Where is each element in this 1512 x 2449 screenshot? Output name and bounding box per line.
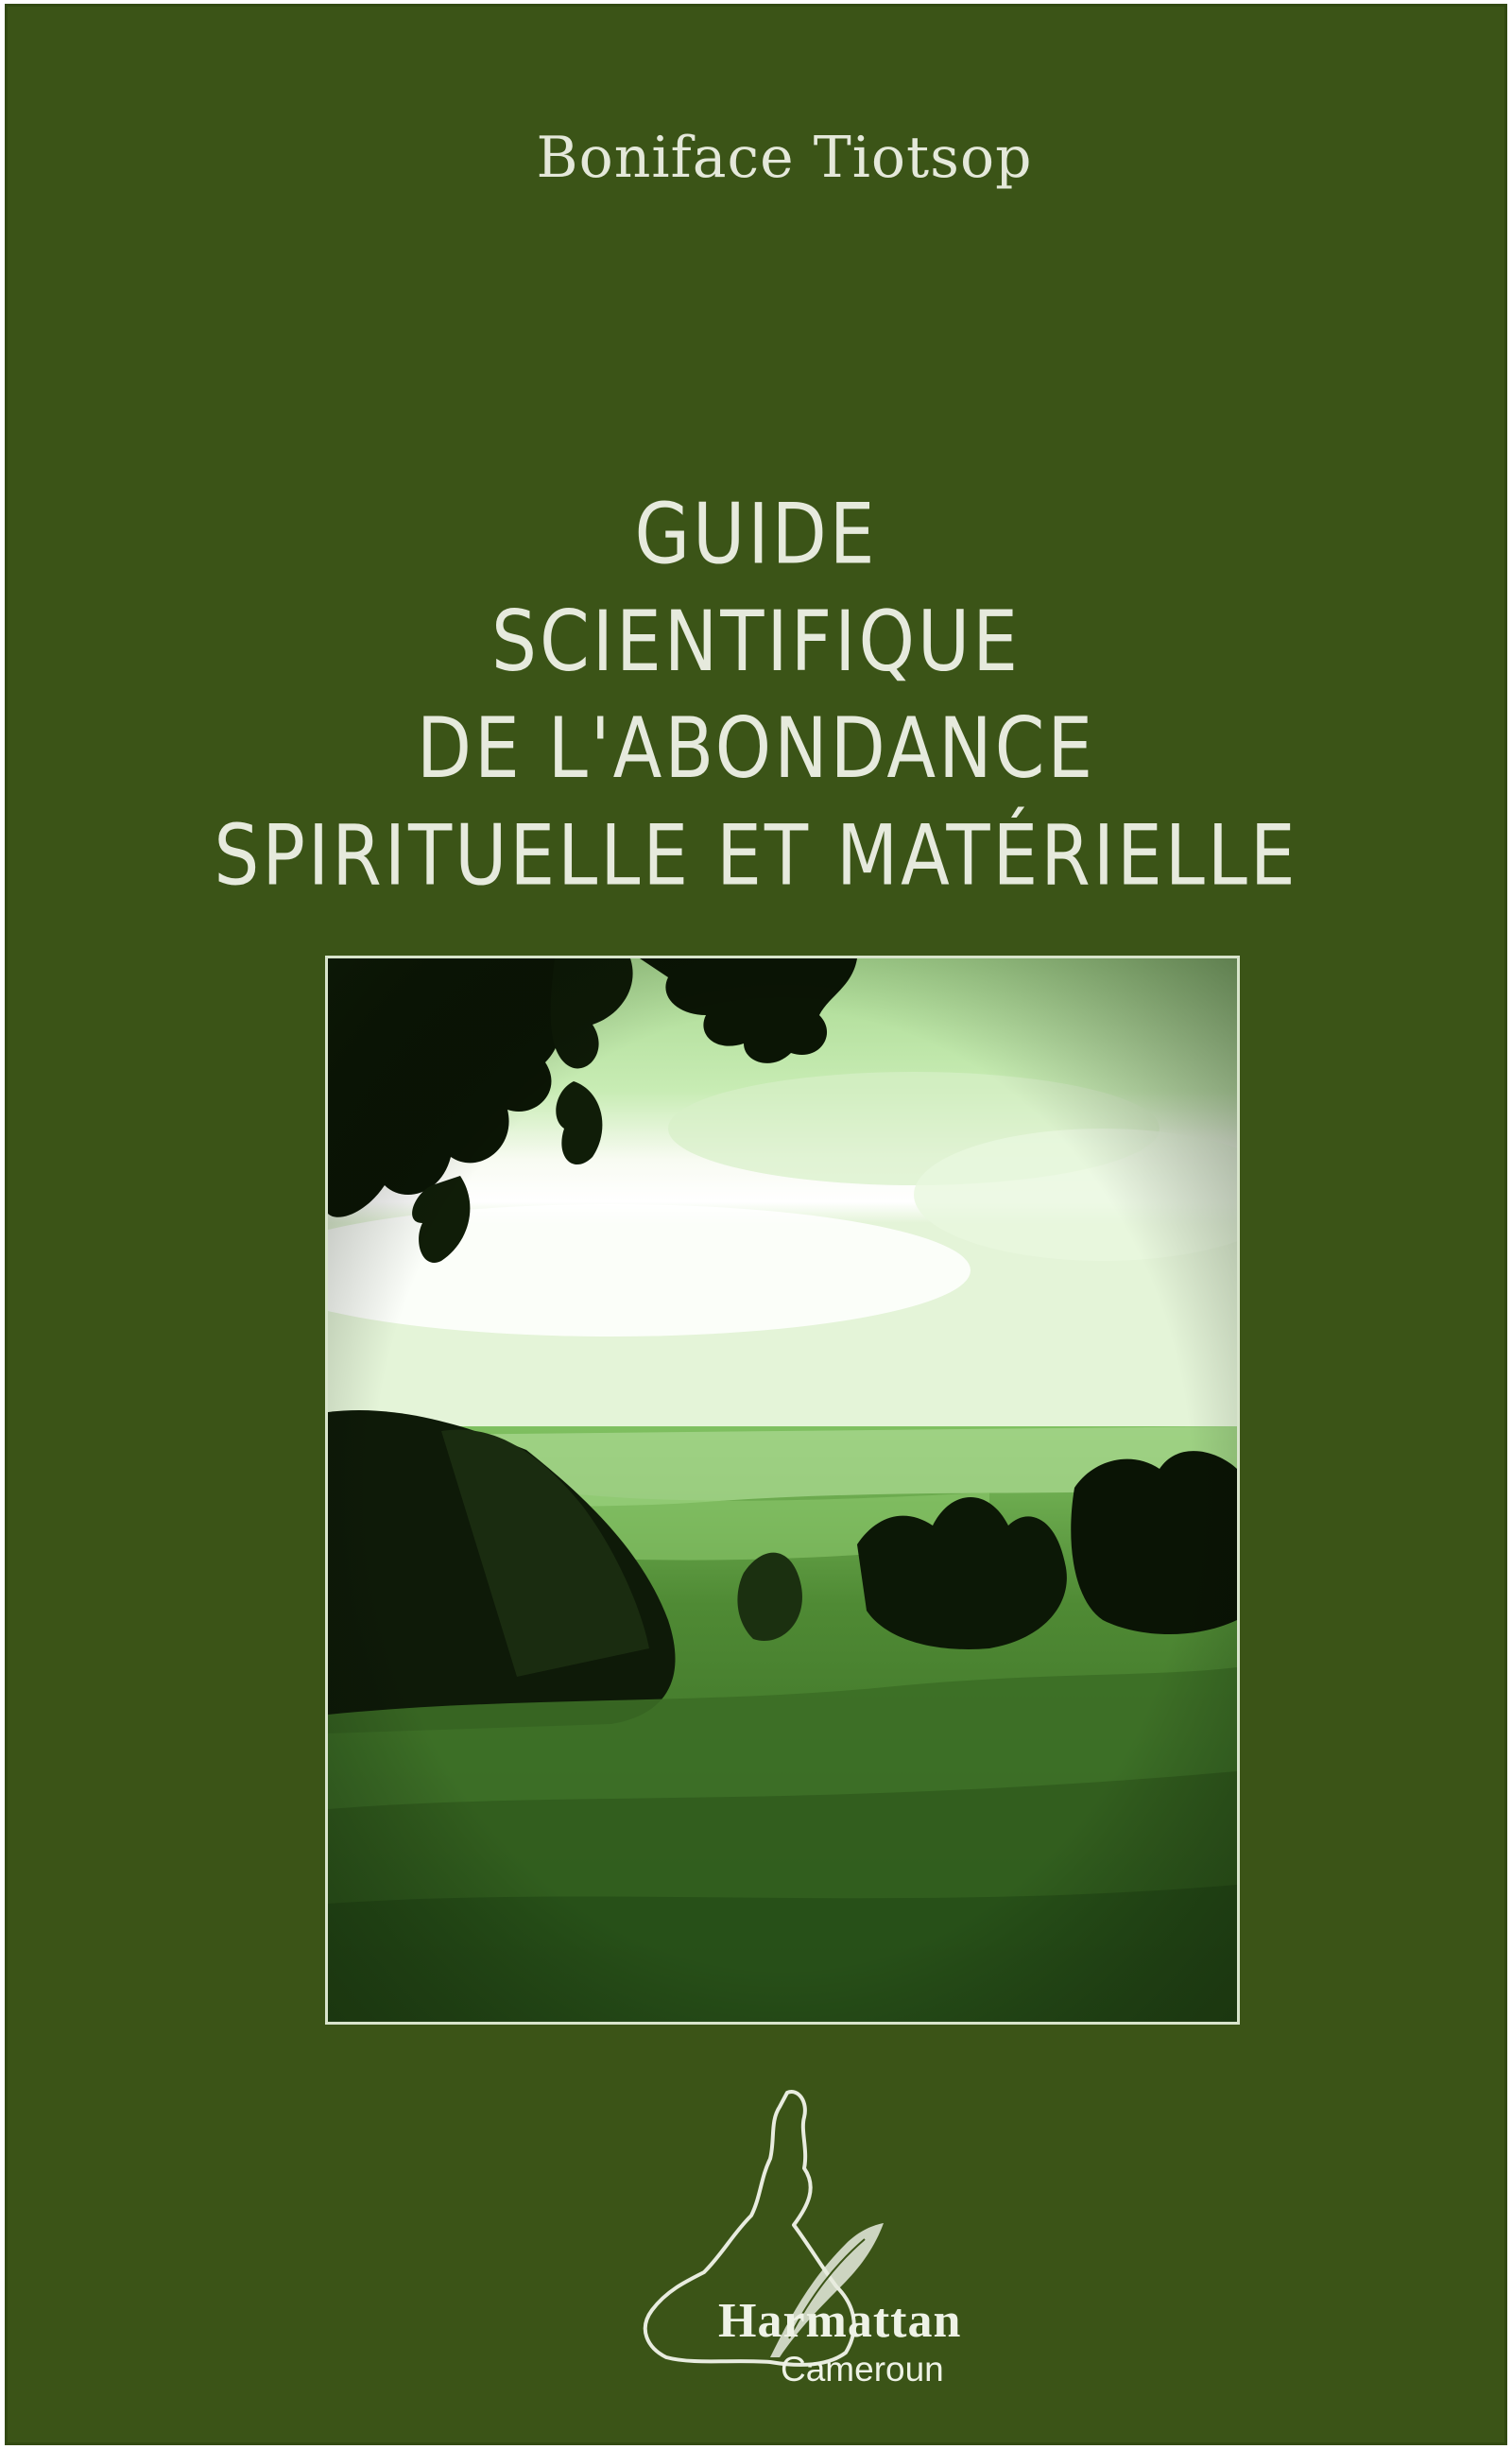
publisher-country: Cameroun (781, 2350, 944, 2389)
title-line-3: DE L'ABONDANCE (416, 699, 1096, 798)
author-name: Boniface Tiotsop (536, 125, 1033, 191)
title-line-1: GUIDE (634, 485, 878, 583)
title-line-2: SCIENTIFIQUE (490, 592, 1021, 690)
publisher-logo (619, 2083, 1016, 2405)
book-cover (5, 4, 1507, 2445)
publisher-name: Harmattan (718, 2294, 962, 2348)
title-line-4: SPIRITUELLE ET MATÉRIELLE (214, 806, 1298, 905)
landscape-photo (328, 958, 1237, 2022)
book-title (5, 480, 1507, 909)
cover-photo (325, 956, 1240, 2025)
